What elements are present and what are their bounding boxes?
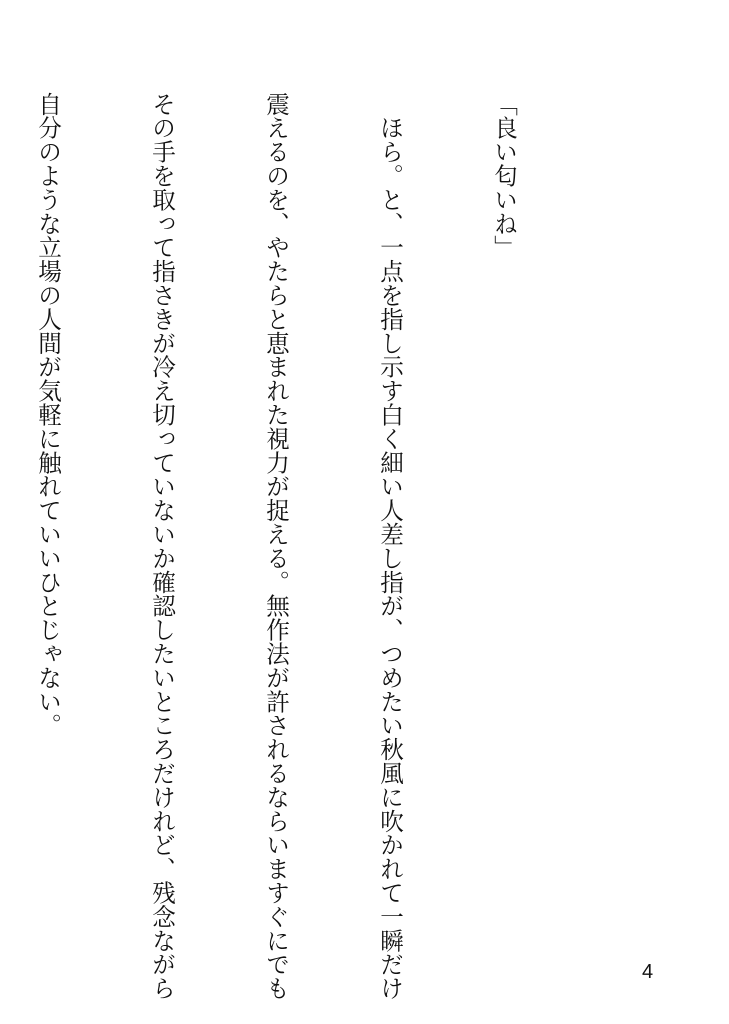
text-line: 「良い匂いね」 — [490, 92, 518, 260]
body-text — [0, 92, 599, 1001]
page-number: 4 — [642, 961, 654, 983]
text-line: 自分のような立場の人間が気軽に触れていいひとじゃない。 — [34, 92, 62, 738]
text-line: その手を取って指さきが冷え切っていないか確認したいところだけれど、残念ながら — [148, 92, 176, 1001]
text-line: 震えるのを、やたらと恵まれた視力が捉える。無作法が許されるならいますぐにでも — [262, 92, 290, 1001]
text-line: ほら。と、一点を指し示す白く細い人差し指が、つめたい秋風に吹かれて一瞬だけ — [376, 92, 404, 1001]
